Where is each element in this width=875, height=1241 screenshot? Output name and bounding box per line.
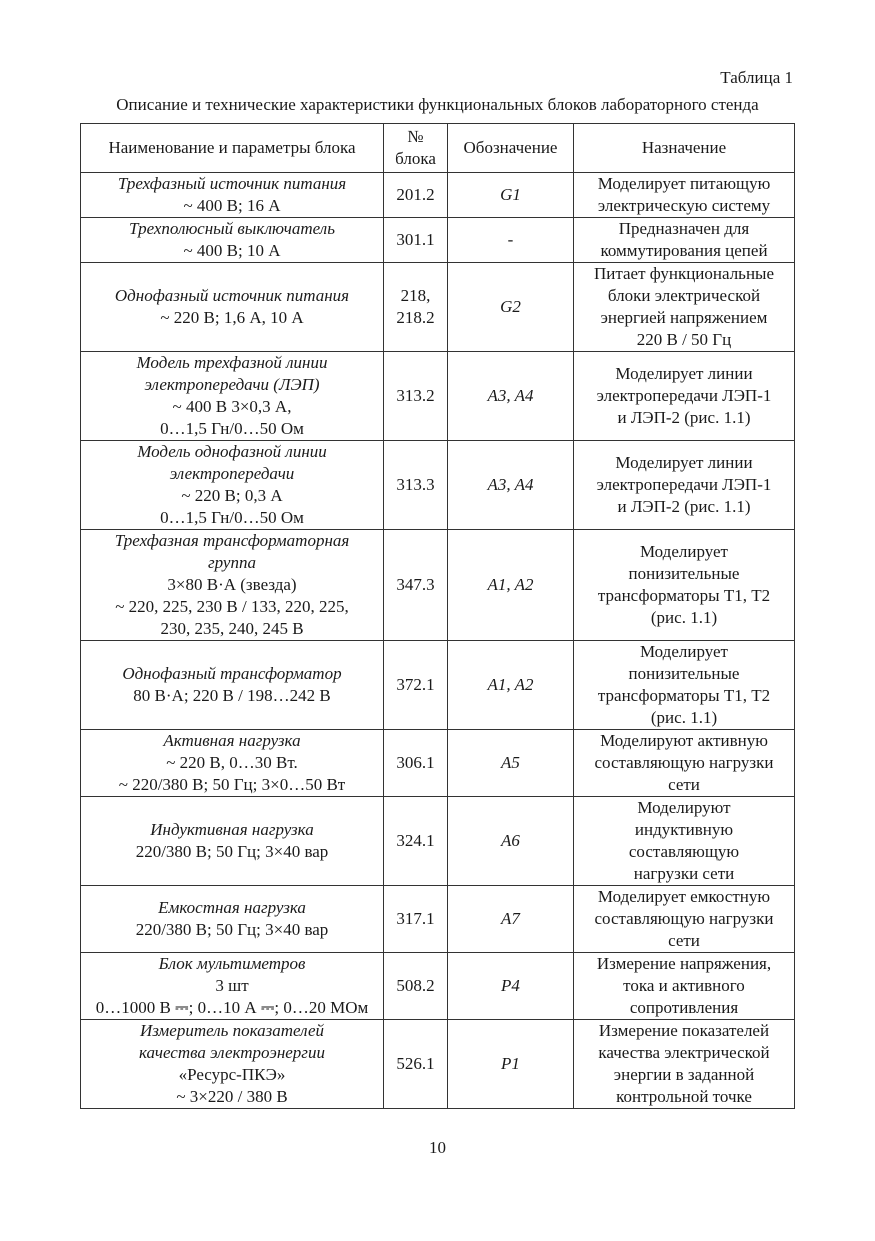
number-line: 347.3 [396,575,435,594]
cell-designation: A1, A2 [448,641,574,730]
purpose-line: энергии в заданной [613,1065,755,1084]
cell-purpose [574,953,795,1020]
name-line: Однофазный источник питания [114,286,350,305]
cell-purpose [574,797,795,886]
header-name: Наименование и параметры блока [81,124,384,173]
name-line: Трехполюсный выключатель [129,219,335,238]
params-line: 80 В·А; 220 В / 198…242 В [133,686,331,705]
cell-designation: P1 [448,1020,574,1109]
params-line: 220/380 В; 50 Гц; 3×40 вар [135,842,329,861]
purpose-line: Моделирует питающую [597,174,771,193]
cell-designation: P4 [448,953,574,1020]
number-line: 313.2 [396,386,435,405]
table-header-row [81,124,795,173]
name-line: качества электроэнергии [139,1043,325,1062]
purpose-line: сети [668,931,700,950]
number-line: 313.3 [396,475,435,494]
cell-number [384,1020,448,1109]
cell-name [81,730,384,797]
cell-designation: - [448,218,574,263]
purpose-line: (рис. 1.1) [650,608,718,627]
cell-purpose [574,641,795,730]
params-line: ~ 400 В; 10 А [183,241,281,260]
purpose-line: блоки электрической [607,286,761,305]
table-row [81,641,795,730]
cell-name [81,530,384,641]
purpose-line: понизительные [628,664,740,683]
name-line: Трехфазный источник питания [117,174,347,193]
cell-purpose [574,441,795,530]
table-row [81,1020,795,1109]
cell-number [384,797,448,886]
name-line: электропередачи (ЛЭП) [144,375,320,394]
number-line: 218, [400,286,431,305]
params-line: 0…1,5 Гн/0…50 Ом [160,508,304,527]
cell-name [81,263,384,352]
header-designation: Обозначение [448,124,574,173]
params-line: ~ 220/380 В; 50 Гц; 3×0…50 Вт [118,775,346,794]
params-line: 3 шт [215,976,249,995]
table-row [81,797,795,886]
name-line: Модель однофазной линии [137,442,327,461]
cell-purpose [574,263,795,352]
cell-designation: A3, A4 [448,441,574,530]
name-line: Трехфазная трансформаторная [114,531,350,550]
cell-name [81,953,384,1020]
cell-purpose [574,730,795,797]
purpose-line: Моделирует линии [615,364,753,383]
cell-designation: A3, A4 [448,352,574,441]
cell-purpose [574,530,795,641]
cell-purpose [574,352,795,441]
table-label: Таблица 1 [720,68,793,87]
table-row [81,886,795,953]
params-line: 0…1,5 Гн/0…50 Ом [160,419,304,438]
header-number-line1: № [407,127,424,146]
table-row [81,530,795,641]
purpose-line: Моделирует [639,542,728,561]
purpose-line: электропередачи ЛЭП-1 [596,386,772,405]
number-line: 201.2 [396,185,435,204]
name-line: электропередачи [169,464,295,483]
purpose-line: Моделирует емкостную [597,887,771,906]
purpose-line: Моделируют [637,798,731,817]
params-line: ~ 3×220 / 380 В [176,1087,288,1106]
params-line: 0…1000 В ⎓; 0…10 А ⎓; 0…20 МОм [95,998,369,1017]
purpose-line: понизительные [628,564,740,583]
number-line: 324.1 [396,831,435,850]
purpose-line: и ЛЭП-2 (рис. 1.1) [617,408,751,427]
cell-number [384,730,448,797]
purpose-line: тока и активного [623,976,745,995]
cell-designation: A1, A2 [448,530,574,641]
header-number-line2: блока [395,149,436,168]
number-line: 301.1 [396,230,435,249]
table-row [81,263,795,352]
purpose-line: сопротивления [629,998,739,1017]
table-row [81,441,795,530]
purpose-line: (рис. 1.1) [650,708,718,727]
number-line: 306.1 [396,753,435,772]
cell-name [81,441,384,530]
params-line: ~ 400 В 3×0,3 А, [172,397,292,416]
params-line: ~ 400 В; 16 А [183,196,281,215]
cell-name [81,641,384,730]
cell-name [81,886,384,953]
purpose-line: Питает функциональные [593,264,775,283]
name-line: Индуктивная нагрузка [150,820,314,839]
params-line: ~ 220 В, 0…30 Вт. [166,753,298,772]
number-line: 317.1 [396,909,435,928]
cell-name [81,1020,384,1109]
cell-designation: A5 [448,730,574,797]
cell-name [81,797,384,886]
cell-name [81,352,384,441]
name-line: Измеритель показателей [139,1021,325,1040]
name-line: Емкостная нагрузка [158,898,306,917]
purpose-line: Измерение показателей [598,1021,770,1040]
params-line: ~ 220 В; 1,6 А, 10 А [160,308,304,327]
cell-purpose [574,886,795,953]
purpose-line: контрольной точке [616,1087,752,1106]
cell-number [384,886,448,953]
purpose-line: качества электрической [598,1043,770,1062]
purpose-line: нагрузки сети [633,864,735,883]
name-line: Блок мультиметров [158,954,306,973]
table-row [81,218,795,263]
cell-number [384,263,448,352]
cell-purpose [574,218,795,263]
header-number [384,124,448,173]
purpose-line: составляющую нагрузки [594,753,774,772]
cell-number [384,953,448,1020]
purpose-line: Моделируют активную [600,731,768,750]
purpose-line: Измерение напряжения, [596,954,772,973]
cell-number [384,352,448,441]
purpose-line: составляющую [628,842,740,861]
cell-number [384,441,448,530]
name-line: группа [208,553,256,572]
purpose-line: Предназначен для [618,219,750,238]
cell-designation: G2 [448,263,574,352]
cell-designation: A7 [448,886,574,953]
purpose-line: трансформаторы Т1, Т2 [597,586,771,605]
table-row [81,953,795,1020]
purpose-line: энергией напряжением [600,308,768,327]
table-body [81,173,795,1109]
blocks-table [80,123,795,1109]
purpose-line: Моделирует линии [615,453,753,472]
name-line: Модель трехфазной линии [136,353,328,372]
params-line: 230, 235, 240, 245 В [160,619,304,638]
purpose-line: составляющую нагрузки [594,909,774,928]
page-number: 10 [429,1138,446,1157]
params-line: 220/380 В; 50 Гц; 3×40 вар [135,920,329,939]
cell-purpose [574,173,795,218]
purpose-line: и ЛЭП-2 (рис. 1.1) [617,497,751,516]
purpose-line: электрическую систему [597,196,771,215]
cell-name [81,218,384,263]
params-line: ~ 220 В; 0,3 А [181,486,283,505]
header-purpose: Назначение [574,124,795,173]
purpose-line: электропередачи ЛЭП-1 [596,475,772,494]
cell-designation: A6 [448,797,574,886]
number-line: 218.2 [396,308,435,327]
cell-purpose [574,1020,795,1109]
params-line: 3×80 В·А (звезда) [167,575,297,594]
purpose-line: сети [668,775,700,794]
table-row [81,352,795,441]
number-line: 508.2 [396,976,435,995]
cell-number [384,641,448,730]
table-row [81,730,795,797]
purpose-line: Моделирует [639,642,728,661]
number-line: 372.1 [396,675,435,694]
table-caption: Описание и технические характеристики функциональных блоков лабораторного стенда [116,95,759,114]
name-line: Однофазный трансформатор [122,664,342,683]
name-line: Активная нагрузка [163,731,301,750]
cell-number [384,218,448,263]
table-row [81,173,795,218]
number-line: 526.1 [396,1054,435,1073]
params-line: ~ 220, 225, 230 В / 133, 220, 225, [115,597,349,616]
params-line: «Ресурс-ПКЭ» [178,1065,286,1084]
purpose-line: индуктивную [634,820,734,839]
purpose-line: 220 В / 50 Гц [636,330,732,349]
purpose-line: коммутирования цепей [600,241,768,260]
cell-number [384,530,448,641]
purpose-line: трансформаторы Т1, Т2 [597,686,771,705]
cell-name [81,173,384,218]
cell-number [384,173,448,218]
cell-designation: G1 [448,173,574,218]
